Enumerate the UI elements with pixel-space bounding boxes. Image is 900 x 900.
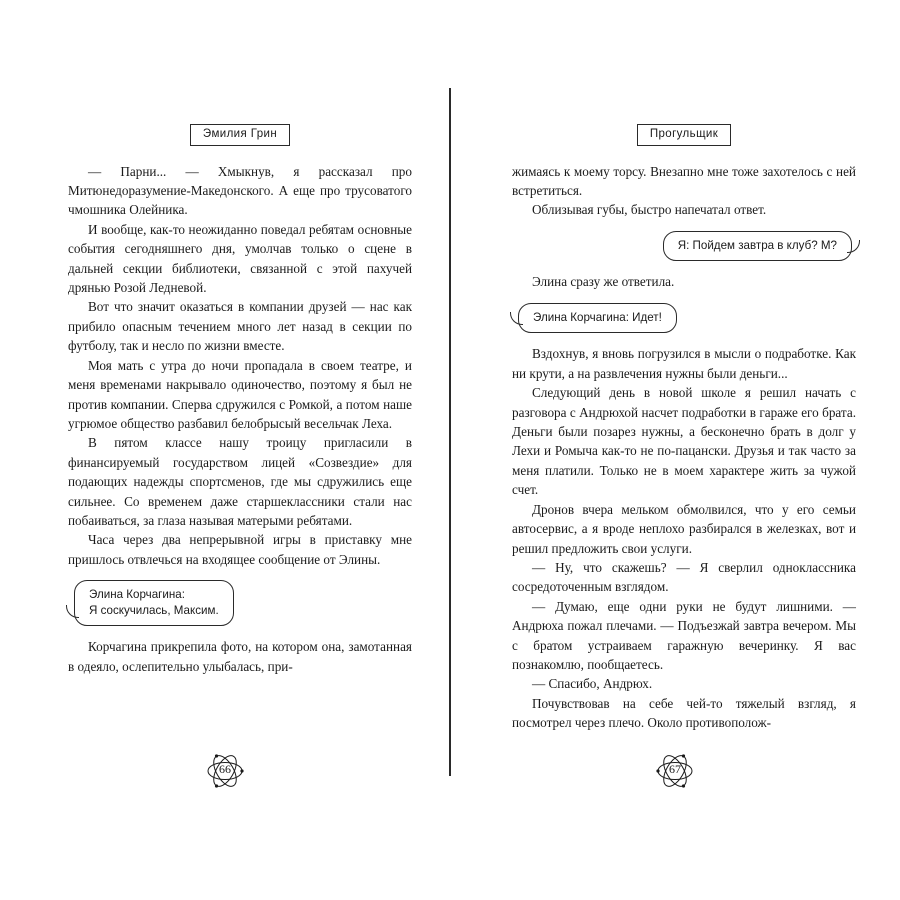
paragraph: — Ну, что скажешь? — Я сверлил одноклассника сосредоточенным взглядом. [512, 559, 856, 595]
paragraph: — Парни... — Хмыкнув, я рассказал про Митюнедоразумение-Македонского. А еще про трусоватого чмошника Олейника. [68, 163, 412, 218]
atom-ornament-icon [641, 751, 709, 791]
paragraph: И вообще, как-то неожиданно поведал ребятам основные события сегодняшнего дня, умолчав только о сцене в дальней секции библиотеки, связанной с этой пахучей дрянью Розой Ледневой. [68, 221, 412, 296]
left-running-head-label: Эмилия Грин [190, 124, 290, 146]
right-running-head-label: Прогульщик [637, 124, 731, 146]
paragraph: — Думаю, еще одни руки не будут лишними. — Андрюха пожал плечами. — Подъезжай завтра вечером. Мы с братом устраиваем гаражную вечеринку. Я вас познакомлю, пообщаетесь. [512, 598, 856, 672]
paragraph: Облизывая губы, быстро напечатал ответ. [532, 202, 767, 218]
left-page-number: 66 [219, 762, 231, 776]
chat-bubble-outgoing [663, 231, 852, 262]
right-page-text-block [512, 124, 856, 790]
left-running-head [68, 124, 412, 146]
left-folio [0, 751, 450, 796]
paragraph: Часа через два непрерывной игры в приставку мне пришлось отвлечься на входящее сообщение от Элины. [68, 532, 412, 567]
paragraph: Почувствовав на себе чей-то тяжелый взгляд, я посмотрел через плечо. Около противополож- [512, 695, 856, 731]
paragraph: Следующий день в новой школе я решил начать с разговора с Андрюхой насчет подработки в гараже его брата. Деньги были позарез нужны, а бесконечно брать в долг у Лехи и Ромыча как-то не по-пацански. Друзья и так часто за меня платили. Только не в моем характере жить за чужой счет. [512, 385, 856, 498]
right-folio [450, 751, 900, 796]
paragraph: Корчагина прикрепила фото, на котором она, замотанная в одеяло, ослепительно улыбалась, при- [68, 639, 412, 674]
right-page-number: 67 [669, 762, 681, 776]
chat-bubble-incoming [518, 303, 677, 334]
paragraph: Элина сразу же ответила. [532, 274, 675, 290]
chat-bubble-sender: Элина Корчагина: [89, 588, 185, 602]
chat-bubble-row-incoming [512, 303, 856, 334]
paragraph: Дронов вчера мельком обмолвился, что у его семьи автосервис, а я вроде неплохо разбирался в железках, вот и решил предложить свои услуги. [512, 501, 856, 556]
right-running-head [512, 124, 856, 146]
chat-bubble-incoming [74, 580, 234, 626]
chat-bubble-text: Я: Пойдем завтра в клуб? М? [677, 238, 837, 252]
paragraph: — Спасибо, Андрюх. [532, 676, 653, 692]
paragraph: Моя мать с утра до ночи пропадала в своем театре, и меня временами накрывало одиночество, поэтому я был не против компании. Сперва сдружился с Ромкой, а потом наше угрюмое общество разбавил белобрысый весельчак Леха. [68, 357, 412, 431]
paragraph: В пятом классе нашу троицу пригласили в финансируемый государством лицей «Созвездие» для подающих надежды спортсменов, где мы сдружились еще сильнее. Со временем даже старшеклассники стали нас побаиваться, за глаза называя матерыми ребятами. [68, 435, 412, 528]
chat-bubble-row-outgoing [512, 231, 856, 262]
right-page [450, 0, 900, 900]
paragraph: жимаясь к моему торсу. Внезапно мне тоже захотелось с ней встретиться. [512, 163, 856, 199]
chat-bubble-row-incoming [68, 580, 412, 626]
left-page-text-block [68, 124, 412, 790]
paragraph: Вот что значит оказаться в компании друзей — нас как прибило опасным течением много лет назад в секции по футболу, так и несло по жизни вместе. [68, 299, 412, 354]
chat-bubble-text: Элина Корчагина: Идет! [533, 310, 662, 324]
paragraph: Вздохнув, я вновь погрузился в мысли о подработке. Как ни крути, а на развлечения нужны были деньги... [512, 346, 856, 381]
chat-bubble-text: Я соскучилась, Максим. [89, 603, 219, 617]
atom-ornament-icon [191, 751, 259, 791]
